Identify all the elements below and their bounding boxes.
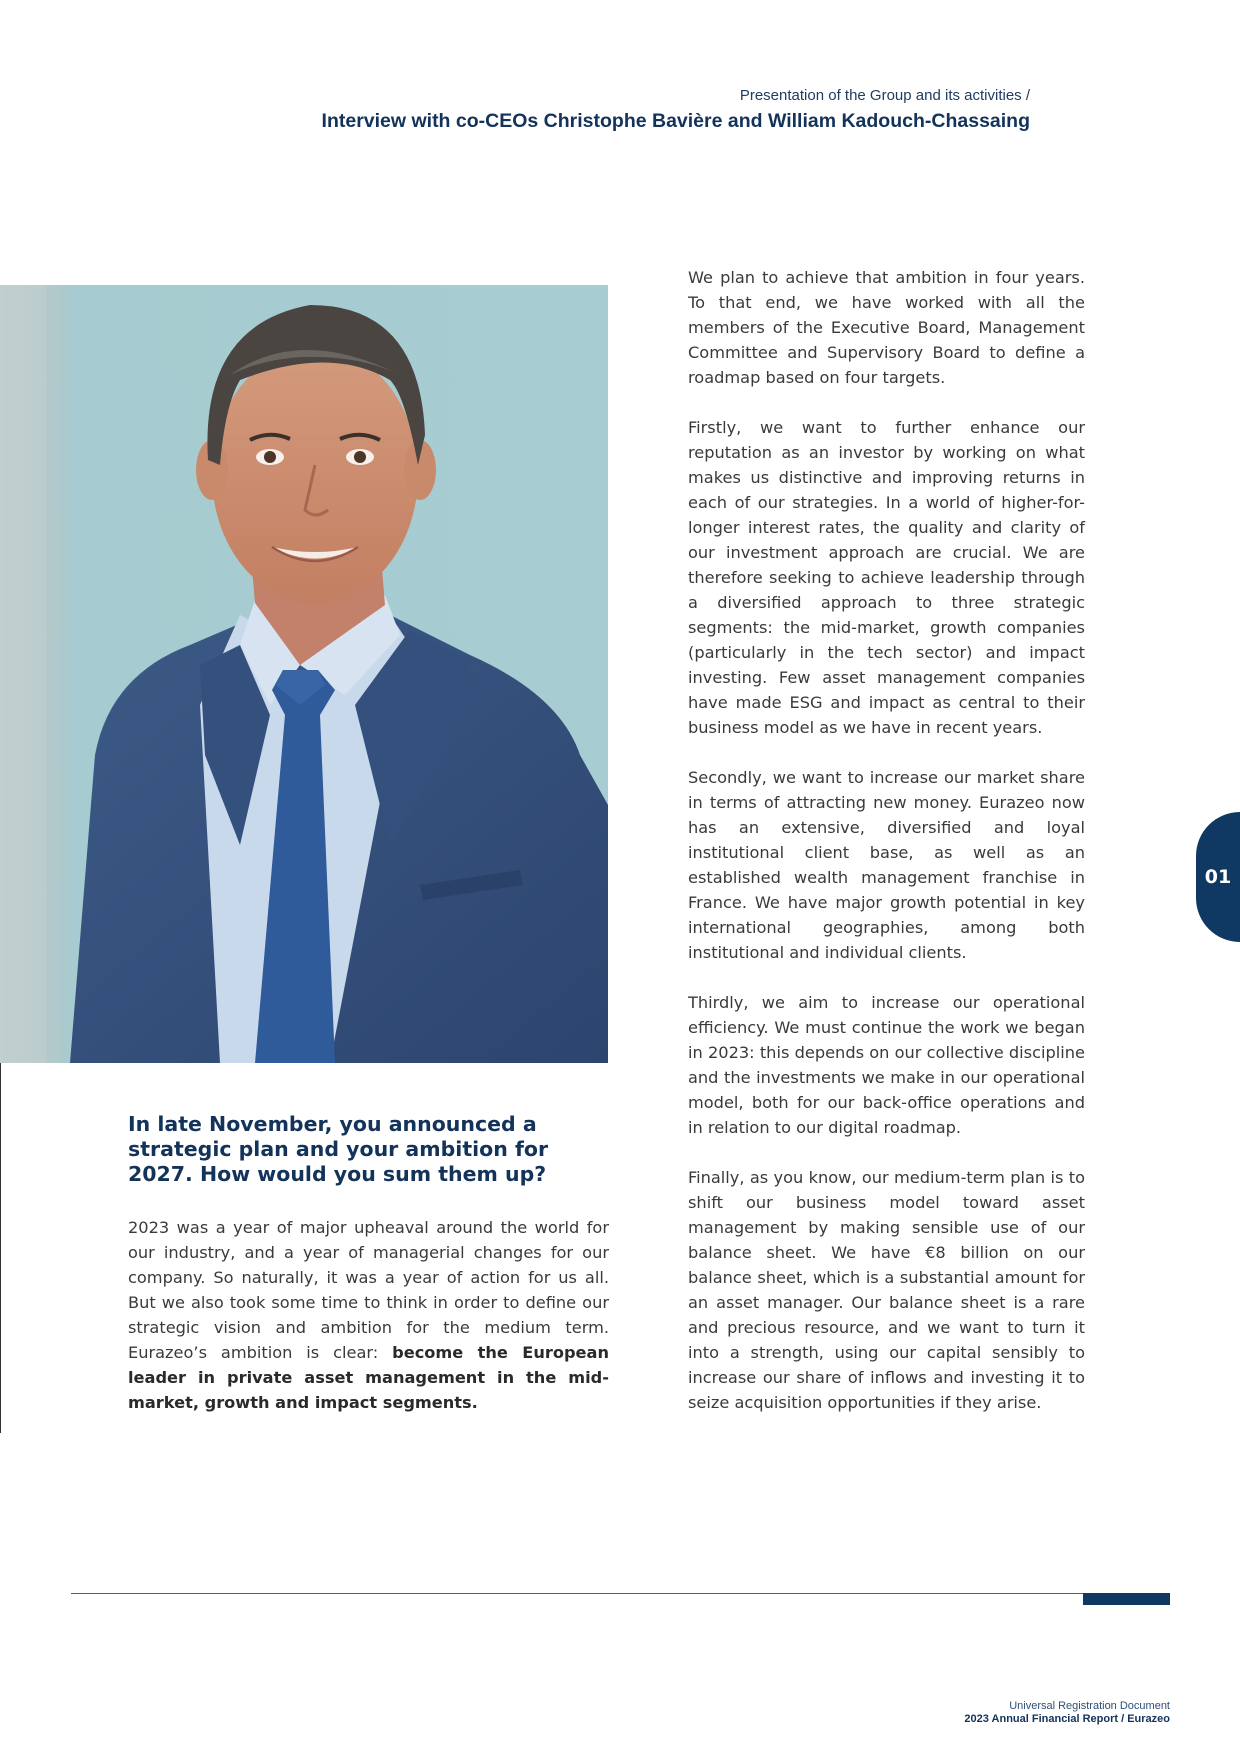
paragraph: We plan to achieve that ambition in four years. To that end, we have worked with all the members of the Executive Board, Management Committee and Supervisory Board to define a roadmap based on four targets.: [688, 268, 1085, 387]
portrait-photo: [0, 285, 608, 1063]
margin-rule: [0, 1063, 1, 1433]
footer-report-name: 2023 Annual Financial Report / Eurazeo: [964, 1713, 1170, 1725]
right-column-text: [688, 265, 1085, 1415]
paragraph: Firstly, we want to further enhance our reputation as an investor by working on what makes us distinctive and improving returns in each of our strategies. In a world of higher-for-longer interest rates, the quality and clarity of our investment approach are crucial. We are therefore seeking to achieve leadership through a diversified approach to three strategic segments: the mid-market, growth companies (particularly in the tech sector) and impact investing. Few asset management companies have made ESG and impact as central to their business model as we have in recent years.: [688, 418, 1085, 737]
interview-question: In late November, you announced a strategic plan and your ambition for 2027. How would you sum them up?: [128, 1112, 549, 1186]
answer-emphasis: become the European leader in private asset management in the mid-market, growth and impact segments.: [128, 1343, 609, 1412]
footer-accent-block: [1083, 1593, 1170, 1605]
interview-answer: [128, 1215, 609, 1415]
paragraph: Secondly, we want to increase our market share in terms of attracting new money. Eurazeo now has an extensive, diversified and loyal institutional client base, as well as an established wealth management franchise in France. We have major growth potential in key international geographies, among both institutional and individual clients.: [688, 768, 1085, 962]
paragraph: Finally, as you know, our medium-term plan is to shift our business model toward asset management by making sensible use of our balance sheet. We have €8 billion on our balance sheet, which is a substantial amount for an asset manager. Our balance sheet is a rare and precious resource, and we want to turn it into a strength, using our capital sensibly to increase our share of inflows and investing it to seize acquisition opportunities if they arise.: [688, 1168, 1085, 1412]
section-breadcrumb: Presentation of the Group and its activities /: [739, 87, 1030, 104]
answer-text: 2023 was a year of major upheaval around the world for our industry, and a year of managerial changes for our company. So naturally, it was a year of action for us all. But we also took some time to think in order to define our strategic vision and ambition for the medium term. Eurazeo’s ambition is clear:: [128, 1218, 609, 1362]
paragraph: Thirdly, we aim to increase our operational efficiency. We must continue the work we began in 2023: this depends on our collective discipline and the investments we make in our operational model, both for our back-office operations and in relation to our digital roadmap.: [688, 993, 1085, 1137]
chapter-tab[interactable]: 01: [1196, 812, 1240, 942]
page-title: Interview with co-CEOs Christophe Bavière and William Kadouch-Chassaing: [321, 110, 1030, 132]
footer-document-name: Universal Registration Document: [1009, 1700, 1170, 1712]
footer-rule: [71, 1593, 1083, 1594]
